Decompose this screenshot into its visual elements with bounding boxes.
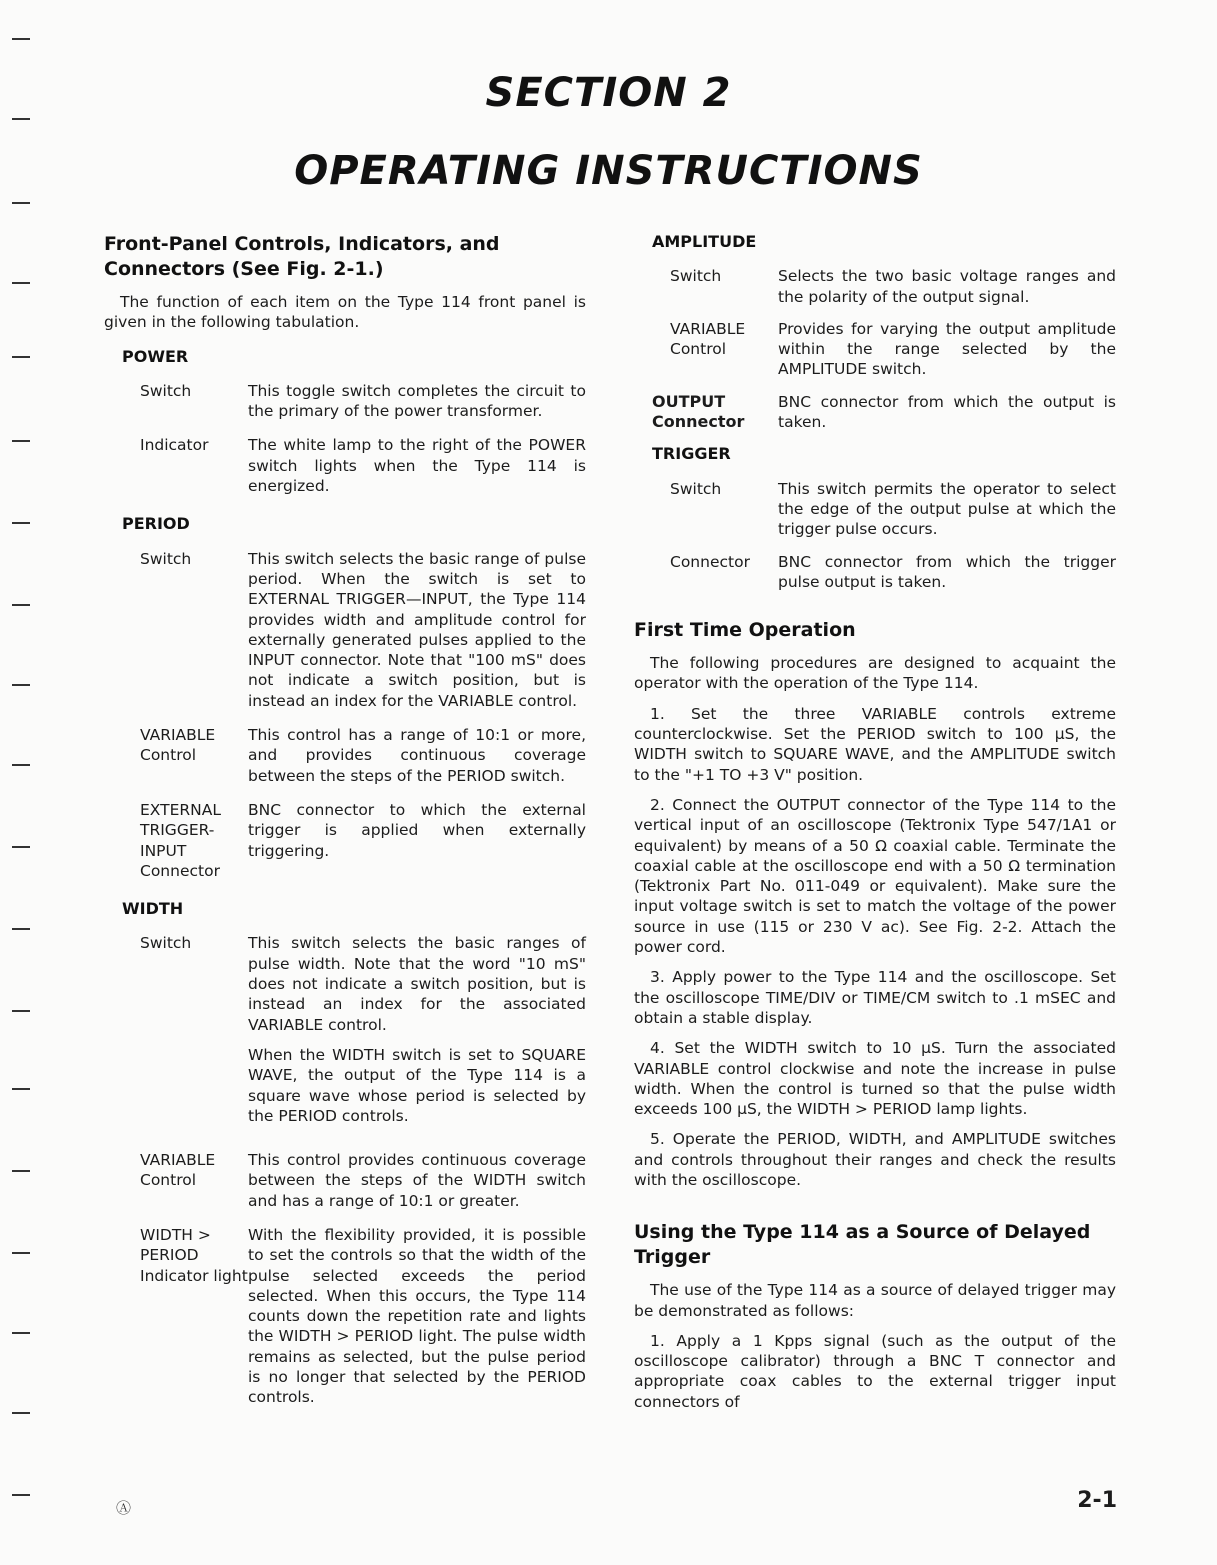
power-indicator-item bbox=[140, 435, 586, 496]
description: This control has a range of 10:1 or more, and provides continuous coverage between the steps of the PERIOD switch. bbox=[248, 726, 586, 785]
description: BNC connector from which the output is taken. bbox=[778, 392, 1116, 432]
description-paragraph: This switch selects the basic ranges of pulse width. Note that the word "10 mS" does not indicate a switch position, but is instead an index for the associated VARIABLE control. bbox=[248, 934, 586, 1034]
trigger-group-title: TRIGGER bbox=[652, 444, 731, 464]
margin-marks bbox=[0, 0, 40, 1565]
description: With the flexibility provided, it is possible to set the controls so that the width of the pulse selected exceeds the period selected. When this occurs, the Type 114 counts down the repetition rate and lights the WIDTH > PERIOD light. The pulse width remains as selected, but the pulse period is no longer that selected by the PERIOD controls. bbox=[248, 1225, 586, 1407]
description: This toggle switch completes the circuit to the primary of the power transformer. bbox=[248, 381, 586, 421]
page-number: 2-1 bbox=[1077, 1488, 1117, 1513]
section-title: SECTION 2 bbox=[485, 70, 732, 116]
trigger-switch-item bbox=[670, 479, 1116, 540]
period-variable-item bbox=[140, 725, 586, 786]
amplitude-switch-item bbox=[670, 266, 1116, 307]
description: This switch selects the basic range of pulse period. When the switch is set to EXTERNAL TRIGGER—INPUT, the Type 114 provides width and amplitude control for externally generated pulses applied to the INPUT connector. Note that "100 mS" does not indicate a switch position, but is instead an index for the VARIABLE control. bbox=[248, 549, 586, 710]
first-time-heading: First Time Operation bbox=[634, 619, 856, 642]
first-time-intro: The following procedures are designed to acquaint the operator with the operation of the Type 114. bbox=[634, 654, 1116, 693]
description: The white lamp to the right of the POWER switch lights when the Type 114 is energized. bbox=[248, 436, 586, 496]
period-group-title: PERIOD bbox=[122, 514, 190, 534]
term: VARIABLE Control bbox=[140, 726, 216, 765]
step-5: 5. Operate the PERIOD, WIDTH, and AMPLITUDE switches and controls throughout their ranges and check the results with the oscilloscope. bbox=[634, 1130, 1116, 1189]
description: This control provides continuous coverage between the steps of the WIDTH switch and has a range of 10:1 or greater. bbox=[248, 1151, 586, 1210]
description: This switch permits the operator to select the edge of the output pulse at which the trigger pulse occurs. bbox=[778, 479, 1116, 539]
term: Switch bbox=[140, 934, 192, 953]
width-period-light-item bbox=[140, 1225, 586, 1408]
revision-mark: Ⓐ bbox=[116, 1499, 132, 1517]
left-column bbox=[104, 232, 586, 1422]
step-4: 4. Set the WIDTH switch to 10 µS. Turn the associated VARIABLE control clockwise and note the increase in pulse width. When the control is turned so that the pulse width exceeds 100 µS, the WIDTH > PERIOD lamp lights. bbox=[634, 1039, 1116, 1119]
width-switch-item bbox=[140, 933, 586, 1136]
power-switch-item bbox=[140, 381, 586, 422]
delayed-trigger-heading: Using the Type 114 as a Source of Delayed Trigger bbox=[634, 1221, 1091, 1269]
step-2: 2. Connect the OUTPUT connector of the Type 114 to the vertical input of an oscilloscope (Tektronix Type 547/1A1 or equivalent) by means of a 50 Ω coaxial cable. Terminate the coaxial cable at the oscilloscope end with a 50 Ω termination (Tektronix Part No. 011-049 or equivalent). Make sure the input voltage switch is set to match the voltage of the power source in use (115 or 230 V ac). See Fig. 2-2. Attach the power cord. bbox=[634, 795, 1116, 957]
description bbox=[248, 933, 586, 1136]
description: Provides for varying the output amplitude within the range selected by the AMPLITUDE switch. bbox=[778, 319, 1116, 379]
term: Indicator bbox=[140, 436, 209, 455]
term: Switch bbox=[140, 549, 192, 568]
term: OUTPUT Connector bbox=[652, 391, 745, 432]
right-column bbox=[634, 232, 1116, 1422]
amplitude-variable-item bbox=[670, 319, 1116, 380]
description-paragraph: When the WIDTH switch is set to SQUARE WAVE, the output of the Type 114 is a square wave whose period is selected by the PERIOD controls. bbox=[248, 1045, 586, 1125]
controls-intro: The function of each item on the Type 114 front panel is given in the following tabulation. bbox=[104, 293, 586, 332]
controls-heading: Front-Panel Controls, Indicators, and Connectors (See Fig. 2-1.) bbox=[104, 233, 500, 280]
amplitude-group-title: AMPLITUDE bbox=[652, 232, 757, 251]
delayed-intro: The use of the Type 114 as a source of delayed trigger may be demonstrated as follows: bbox=[634, 1281, 1116, 1320]
trigger-connector-item bbox=[670, 552, 1116, 593]
period-external-trigger-item bbox=[140, 800, 586, 881]
step-3: 3. Apply power to the Type 114 and the oscilloscope. Set the oscilloscope TIME/DIV or TIME/CM switch to .1 mSEC and obtain a stable display. bbox=[634, 968, 1116, 1027]
term: Connector bbox=[670, 552, 750, 571]
term: Switch bbox=[140, 381, 192, 400]
width-variable-item bbox=[140, 1150, 586, 1211]
description: BNC connector to which the external trigger is applied when externally triggering. bbox=[248, 800, 586, 860]
description: Selects the two basic voltage ranges and the polarity of the output signal. bbox=[778, 267, 1116, 306]
step-1: 1. Set the three VARIABLE controls extreme counterclockwise. Set the PERIOD switch to 100 µS, the WIDTH switch to SQUARE WAVE, and the AMPLITUDE switch to the "+1 TO +3 V" position. bbox=[634, 704, 1116, 784]
term: EXTERNAL TRIGGER-INPUT Connector bbox=[140, 800, 222, 880]
width-group-title: WIDTH bbox=[122, 899, 184, 919]
term: Switch bbox=[670, 267, 722, 286]
term: Switch bbox=[670, 479, 722, 498]
power-group-title: POWER bbox=[122, 346, 189, 366]
output-connector-item bbox=[652, 392, 1116, 433]
delayed-step-1: 1. Apply a 1 Kpps signal (such as the output of the oscilloscope calibrator) through a BNC T connector and appropriate coax cables to the external trigger input connectors of bbox=[634, 1331, 1116, 1411]
term: VARIABLE Control bbox=[140, 1151, 216, 1190]
period-switch-item bbox=[140, 549, 586, 711]
section-subtitle: OPERATING INSTRUCTIONS bbox=[294, 148, 923, 194]
term: VARIABLE Control bbox=[670, 319, 746, 359]
term: WIDTH > PERIOD Indicator light bbox=[140, 1225, 248, 1285]
description: BNC connector from which the trigger pulse output is taken. bbox=[778, 552, 1116, 591]
